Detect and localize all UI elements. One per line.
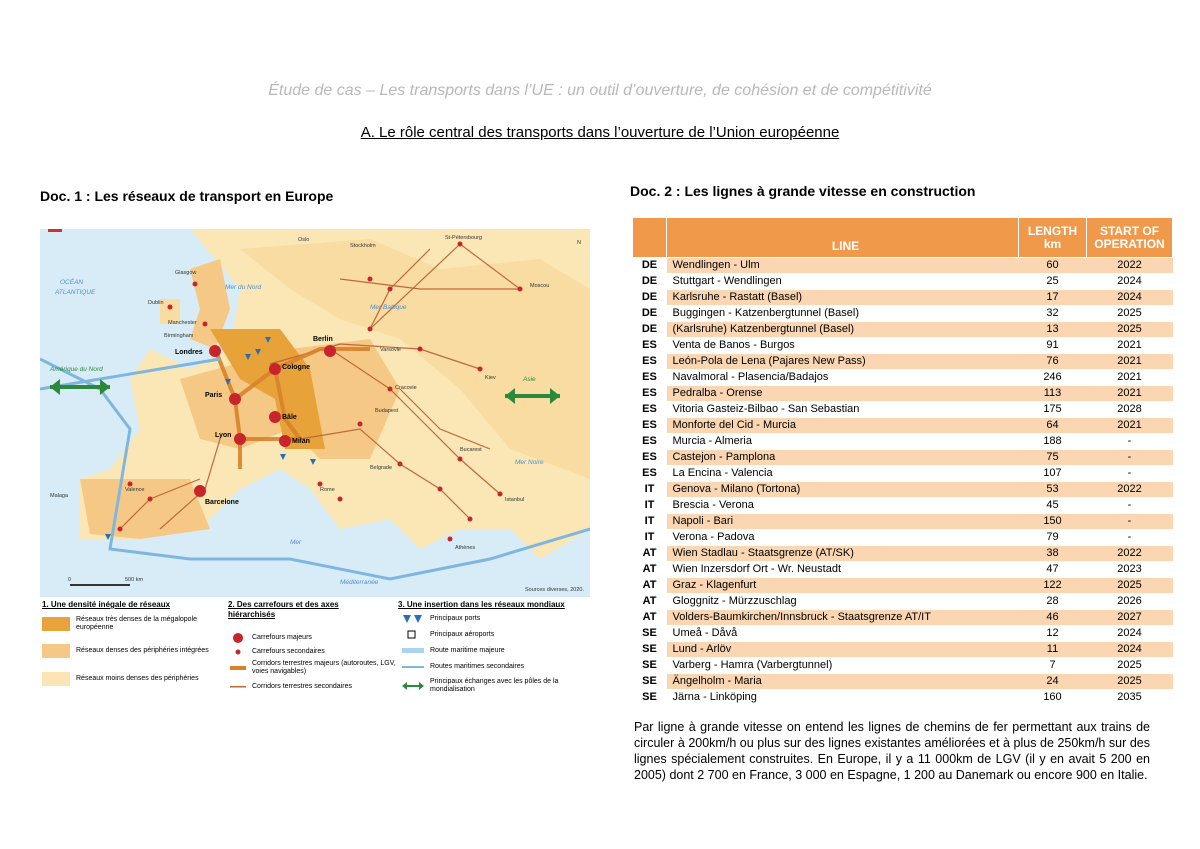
- label-amerique-du-nord: Amérique du Nord: [50, 366, 103, 373]
- table-row: [633, 466, 1173, 482]
- row-country-code: SE: [633, 674, 667, 690]
- row-start: -: [1087, 466, 1173, 482]
- row-length: 246: [1019, 370, 1087, 386]
- table-row: [633, 354, 1173, 370]
- legend-label: Corridors terrestres majeurs (autoroutes, LGV, voies navigables): [252, 660, 396, 675]
- label-istanbul: Istanbul: [505, 497, 525, 503]
- hub-berlin: [324, 345, 336, 357]
- row-length: 38: [1019, 546, 1087, 562]
- row-country-code: ES: [633, 386, 667, 402]
- table-row: [633, 434, 1173, 450]
- label-dublin: Dublin: [148, 300, 164, 306]
- label-ocean: OCÉAN: [60, 279, 84, 286]
- table-row: [633, 578, 1173, 594]
- row-country-code: DE: [633, 306, 667, 322]
- row-start: -: [1087, 498, 1173, 514]
- row-country-code: IT: [633, 482, 667, 498]
- label-glasgow: Glasgow: [175, 270, 197, 276]
- row-country-code: IT: [633, 530, 667, 546]
- row-country-code: ES: [633, 434, 667, 450]
- row-country-code: AT: [633, 578, 667, 594]
- label-budapest: Budapest: [375, 408, 399, 414]
- label-birmingham: Birmingham: [164, 333, 194, 339]
- row-line: Wien Stadlau - Staatsgrenze (AT/SK): [667, 546, 1019, 562]
- row-line: La Encina - Valencia: [667, 466, 1019, 482]
- row-length: 24: [1019, 674, 1087, 690]
- header-start: START OF OPERATION: [1087, 218, 1173, 258]
- legend-item: [230, 632, 312, 644]
- legend-label: Principaux aéroports: [430, 631, 495, 638]
- row-country-code: IT: [633, 514, 667, 530]
- row-line: Murcia - Almeria: [667, 434, 1019, 450]
- hub-londres: [209, 345, 221, 357]
- row-length: 122: [1019, 578, 1087, 594]
- row-length: 17: [1019, 290, 1087, 306]
- row-length: 13: [1019, 322, 1087, 338]
- row-line: Lund - Arlöv: [667, 642, 1019, 658]
- row-country-code: DE: [633, 290, 667, 306]
- map-svg: [40, 229, 590, 597]
- row-start: 2027: [1087, 610, 1173, 626]
- table-row: [633, 402, 1173, 418]
- legend-label: Principaux ports: [430, 615, 481, 622]
- row-length: 75: [1019, 450, 1087, 466]
- major-sea-route-icon: [402, 646, 424, 656]
- row-country-code: DE: [633, 274, 667, 290]
- row-start: 2021: [1087, 418, 1173, 434]
- row-start: 2021: [1087, 338, 1173, 354]
- doc1-title: Doc. 1 : Les réseaux de transport en Europe: [40, 188, 334, 204]
- label-atlantique: ATLANTIQUE: [55, 289, 96, 296]
- label-st-petersbourg: St-Pétersbourg: [445, 235, 482, 241]
- scale-500km: 500 km: [125, 577, 144, 583]
- row-line: Venta de Banos - Burgos: [667, 338, 1019, 354]
- label-stockholm: Stockholm: [350, 243, 376, 249]
- row-line: Pedralba - Orense: [667, 386, 1019, 402]
- row-start: 2023: [1087, 562, 1173, 578]
- row-start: -: [1087, 450, 1173, 466]
- row-length: 64: [1019, 418, 1087, 434]
- row-length: 11: [1019, 642, 1087, 658]
- row-line: Ängelholm - Maria: [667, 674, 1019, 690]
- table-row: [633, 658, 1173, 674]
- row-country-code: SE: [633, 658, 667, 674]
- table-row: [633, 610, 1173, 626]
- label-mer: Mer: [290, 539, 302, 546]
- row-start: 2025: [1087, 658, 1173, 674]
- row-country-code: ES: [633, 402, 667, 418]
- table-row: [633, 546, 1173, 562]
- map-source: Sources diverses, 2020.: [525, 587, 585, 593]
- map-legend: [40, 600, 590, 705]
- row-start: 2021: [1087, 354, 1173, 370]
- legend-item: [402, 662, 524, 672]
- row-length: 25: [1019, 274, 1087, 290]
- row-country-code: AT: [633, 610, 667, 626]
- hub-bale: [269, 411, 281, 423]
- hub-lyon: [234, 433, 246, 445]
- hsr-table: [632, 217, 1173, 706]
- row-country-code: ES: [633, 370, 667, 386]
- airport-icon: [402, 630, 424, 640]
- row-line: Vitoria Gasteiz-Bilbao - San Sebastian: [667, 402, 1019, 418]
- hub-paris: [229, 393, 241, 405]
- label-mer-noire: Mer Noire: [515, 459, 544, 466]
- row-length: 76: [1019, 354, 1087, 370]
- row-country-code: ES: [633, 418, 667, 434]
- label-kiev: Kiev: [485, 375, 496, 381]
- row-country-code: SE: [633, 642, 667, 658]
- land-iberia: [80, 479, 210, 539]
- row-length: 32: [1019, 306, 1087, 322]
- table-body: [633, 258, 1173, 706]
- hsr-note: Par ligne à grande vitesse on entend les lignes de chemins de fer permettant aux trains de circuler à 200km/h ou plus sur des lignes existantes améliorées et à plus de 250km/h sur des lignes spécialement construites. En Europe, il y a 11 000km de LGV (il y en avait 5 200 en 2005) dont 2 700 en France, 3 000 en Espagne, 1 200 au Danemark ou encore 900 en Italie.: [634, 720, 1150, 782]
- row-line: Brescia - Verona: [667, 498, 1019, 514]
- row-line: Gloggnitz - Mürzzuschlag: [667, 594, 1019, 610]
- north-indicator: N: [577, 240, 581, 246]
- header-line: LINE: [667, 218, 1019, 258]
- label-paris: Paris: [205, 392, 223, 399]
- row-line: Napoli - Bari: [667, 514, 1019, 530]
- row-line: Castejon - Pamplona: [667, 450, 1019, 466]
- legend-label: Routes maritimes secondaires: [430, 663, 525, 670]
- row-length: 45: [1019, 498, 1087, 514]
- row-length: 60: [1019, 258, 1087, 274]
- hub-barcelone: [194, 485, 206, 497]
- table-row: [633, 482, 1173, 498]
- table-row: [633, 674, 1173, 690]
- label-milan: Milan: [292, 438, 310, 445]
- label-varsovie: Varsovie: [380, 347, 401, 353]
- legend-label: Carrefours secondaires: [252, 648, 325, 655]
- page-title: Étude de cas – Les transports dans l’UE : un outil d’ouverture, de cohésion et de compétitivité: [268, 82, 932, 99]
- label-manchester: Manchester: [168, 320, 197, 326]
- row-length: 53: [1019, 482, 1087, 498]
- legend-col-density: [42, 600, 222, 610]
- row-start: 2025: [1087, 322, 1173, 338]
- legend-item: [402, 614, 480, 624]
- major-corridor-icon: [230, 663, 246, 673]
- legend-label: Carrefours majeurs: [252, 634, 312, 641]
- section-subtitle: A. Le rôle central des transports dans l’ouverture de l’Union européenne: [360, 124, 840, 141]
- table-row: [633, 338, 1173, 354]
- corner-mark: [48, 229, 62, 232]
- row-country-code: SE: [633, 626, 667, 642]
- label-mer-du-nord: Mer du Nord: [225, 284, 262, 291]
- table-row: [633, 594, 1173, 610]
- row-country-code: ES: [633, 466, 667, 482]
- row-length: 79: [1019, 530, 1087, 546]
- row-length: 150: [1019, 514, 1087, 530]
- label-berlin: Berlin: [313, 336, 333, 343]
- secondary-sea-route-icon: [402, 662, 424, 672]
- row-start: 2025: [1087, 674, 1173, 690]
- row-line: Genova - Milano (Tortona): [667, 482, 1019, 498]
- europe-transport-map: [40, 229, 590, 597]
- row-length: 188: [1019, 434, 1087, 450]
- legend-item: [230, 647, 325, 657]
- row-line: Navalmoral - Plasencia/Badajos: [667, 370, 1019, 386]
- label-cracovie: Cracovie: [395, 385, 417, 391]
- row-start: 2021: [1087, 386, 1173, 402]
- row-country-code: ES: [633, 354, 667, 370]
- row-line: Umeå - Dåvå: [667, 626, 1019, 642]
- label-cologne: Cologne: [282, 364, 310, 371]
- table-row: [633, 450, 1173, 466]
- row-line: Wendlingen - Ulm: [667, 258, 1019, 274]
- label-rome: Rome: [320, 487, 335, 493]
- table-row: [633, 562, 1173, 578]
- exchange-arrow-icon: [402, 681, 424, 691]
- hub-cologne: [269, 363, 281, 375]
- row-country-code: AT: [633, 594, 667, 610]
- doc2-title: Doc. 2 : Les lignes à grande vitesse en construction: [630, 183, 976, 199]
- row-length: 7: [1019, 658, 1087, 674]
- port-icon: [402, 614, 424, 624]
- row-start: 2024: [1087, 274, 1173, 290]
- row-start: 2022: [1087, 546, 1173, 562]
- hub-milan: [279, 435, 291, 447]
- row-line: Varberg - Hamra (Varbergtunnel): [667, 658, 1019, 674]
- swatch-very-dense: [42, 617, 70, 631]
- legend-item: [42, 672, 211, 686]
- label-bale: Bâle: [282, 414, 297, 421]
- table-row: [633, 626, 1173, 642]
- row-length: 28: [1019, 594, 1087, 610]
- row-start: 2024: [1087, 290, 1173, 306]
- row-length: 113: [1019, 386, 1087, 402]
- row-length: 12: [1019, 626, 1087, 642]
- label-oslo: Oslo: [298, 237, 310, 243]
- scale-zero: 0: [68, 577, 72, 583]
- table-row: [633, 306, 1173, 322]
- row-length: 91: [1019, 338, 1087, 354]
- row-country-code: AT: [633, 546, 667, 562]
- label-madrid: Valence: [125, 487, 145, 493]
- legend-label: Réseaux denses des périphéries intégrées: [76, 647, 209, 654]
- row-line: Karlsruhe - Rastatt (Basel): [667, 290, 1019, 306]
- swatch-dense: [42, 644, 70, 658]
- label-bucarest: Bucarest: [460, 447, 482, 453]
- row-start: 2026: [1087, 594, 1173, 610]
- table-row: [633, 258, 1173, 274]
- label-asie: Asie: [523, 376, 536, 383]
- row-start: 2021: [1087, 370, 1173, 386]
- label-mer-baltique: Mer Baltique: [370, 304, 407, 311]
- legend-item: [402, 630, 494, 640]
- table-row: [633, 498, 1173, 514]
- row-start: 2028: [1087, 402, 1173, 418]
- label-athenes: Athènes: [455, 545, 476, 551]
- table-row: [633, 274, 1173, 290]
- row-length: 160: [1019, 690, 1087, 706]
- row-length: 107: [1019, 466, 1087, 482]
- row-start: 2025: [1087, 578, 1173, 594]
- table-row: [633, 418, 1173, 434]
- row-start: 2022: [1087, 482, 1173, 498]
- legend-col-global: [398, 600, 588, 610]
- minor-hub-icon: [230, 647, 246, 657]
- row-country-code: DE: [633, 258, 667, 274]
- header-code: [633, 218, 667, 258]
- minor-corridor-icon: [230, 682, 246, 692]
- row-line: (Karlsruhe) Katzenbergtunnel (Basel): [667, 322, 1019, 338]
- row-line: Stuttgart - Wendlingen: [667, 274, 1019, 290]
- row-line: Wien Inzersdorf Ort - Wr. Neustadt: [667, 562, 1019, 578]
- row-start: -: [1087, 530, 1173, 546]
- label-lyon: Lyon: [215, 432, 232, 439]
- row-start: -: [1087, 514, 1173, 530]
- table-row: [633, 530, 1173, 546]
- major-hub-icon: [230, 632, 246, 644]
- legend-label: Corridors terrestres secondaires: [252, 683, 352, 690]
- table-row: [633, 386, 1173, 402]
- legend-item: [42, 644, 211, 658]
- legend-label: Principaux échanges avec les pôles de la mondialisation: [430, 678, 559, 693]
- row-start: 2025: [1087, 306, 1173, 322]
- row-start: -: [1087, 434, 1173, 450]
- table-row: [633, 690, 1173, 706]
- legend-item: [402, 646, 505, 656]
- row-length: 46: [1019, 610, 1087, 626]
- row-start: 2022: [1087, 258, 1173, 274]
- row-country-code: AT: [633, 562, 667, 578]
- table-row: [633, 290, 1173, 306]
- legend-label: Réseaux moins denses des périphéries: [76, 675, 199, 682]
- table-row: [633, 514, 1173, 530]
- legend-item: [230, 660, 402, 676]
- row-country-code: ES: [633, 338, 667, 354]
- row-line: Järna - Linköping: [667, 690, 1019, 706]
- legend-col2-title: 2. Des carrefours et des axes hiérarchisés: [228, 600, 339, 619]
- row-line: León-Pola de Lena (Pajares New Pass): [667, 354, 1019, 370]
- row-start: 2024: [1087, 642, 1173, 658]
- legend-item: [42, 616, 211, 632]
- legend-item: [402, 678, 590, 694]
- label-belgrade: Belgrade: [370, 465, 393, 471]
- legend-col3-title: 3. Une insertion dans les réseaux mondiaux: [398, 600, 565, 609]
- row-country-code: ES: [633, 450, 667, 466]
- legend-label: Réseaux très denses de la mégalopole européenne: [76, 616, 198, 631]
- label-mediterranee: Méditerranée: [340, 579, 379, 586]
- label-barcelone: Barcelone: [205, 499, 239, 506]
- row-country-code: IT: [633, 498, 667, 514]
- header-length: LENGTH km: [1019, 218, 1087, 258]
- label-lisbonne: Malaga: [50, 493, 69, 499]
- row-country-code: SE: [633, 690, 667, 706]
- row-line: Verona - Padova: [667, 530, 1019, 546]
- row-line: Buggingen - Katzenbergtunnel (Basel): [667, 306, 1019, 322]
- legend-col1-title: 1. Une densité inégale de réseaux: [42, 600, 171, 609]
- legend-col-hubs: [228, 600, 388, 620]
- row-length: 47: [1019, 562, 1087, 578]
- table-row: [633, 370, 1173, 386]
- legend-label: Route maritime majeure: [430, 647, 505, 654]
- swatch-less-dense: [42, 672, 70, 686]
- table-row: [633, 322, 1173, 338]
- row-start: 2024: [1087, 626, 1173, 642]
- row-line: Monforte del Cid - Murcia: [667, 418, 1019, 434]
- row-line: Volders-Baumkirchen/Innsbruck - Staatsgrenze AT/IT: [667, 610, 1019, 626]
- row-length: 175: [1019, 402, 1087, 418]
- row-start: 2035: [1087, 690, 1173, 706]
- row-line: Graz - Klagenfurt: [667, 578, 1019, 594]
- legend-item: [230, 682, 352, 692]
- label-moscou: Moscou: [530, 283, 550, 289]
- row-country-code: DE: [633, 322, 667, 338]
- label-londres: Londres: [175, 349, 203, 356]
- table-row: [633, 642, 1173, 658]
